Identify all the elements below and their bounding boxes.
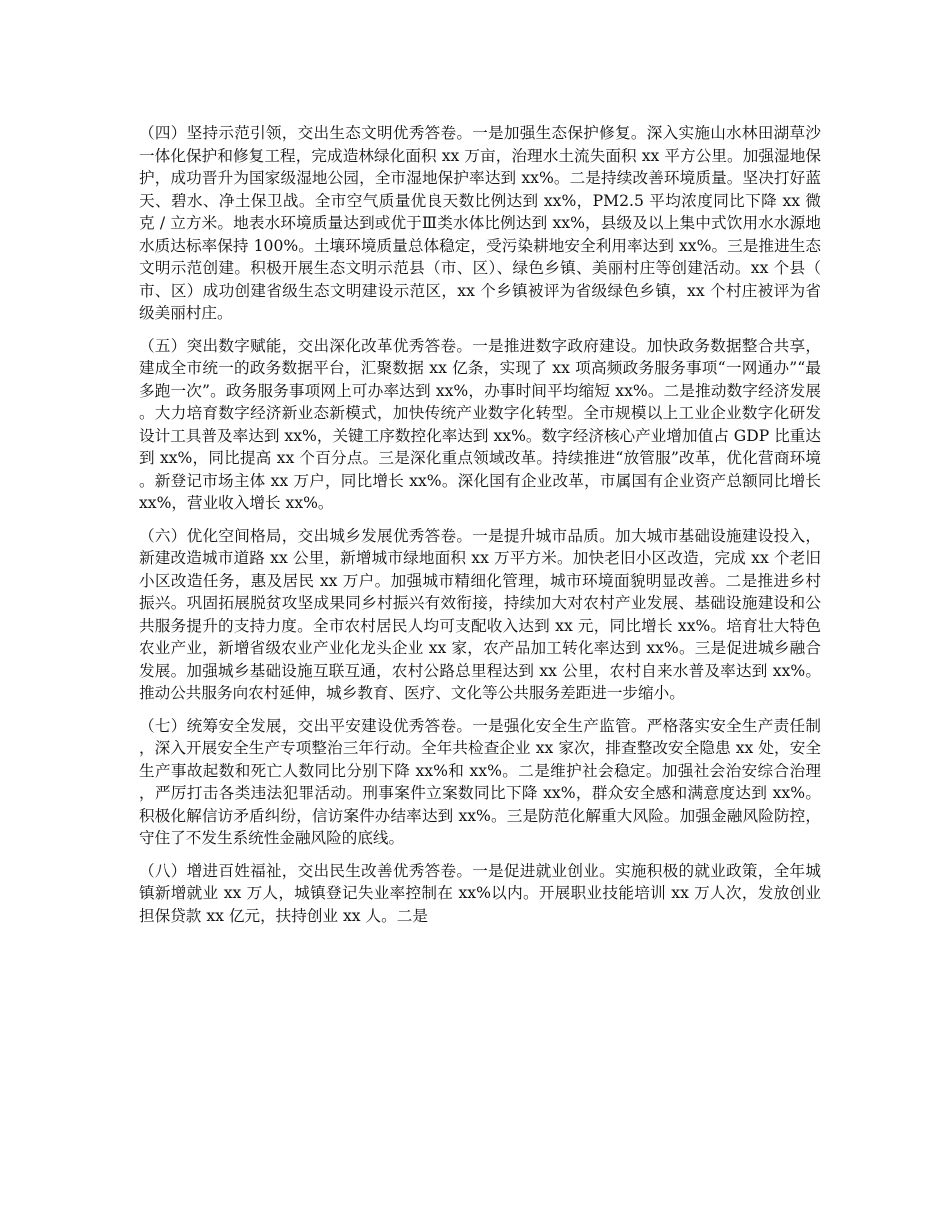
paragraph-7-safety: （七）统筹安全发展，交出平安建设优秀答卷。一是强化安全生产监管。严格落实安全生产责任制，深入开展安全生产专项整治三年行动。全年共检查企业 xx 家次，排查整改安全隐患 xx 处，安全生产事故起数和死亡人数同比分别下降 xx%和 xx%。二是维护社会稳定。加强社会治安综合治理，严厉打击各类违法犯罪活动。刑事案件立案数同比下降 xx%，群众安全感和满意度达到 xx%。积极化解信访矛盾纠纷，信访案件办结率达到 xx%。三是防范化解重大风险。加强金融风险防控，守住了不发生系统性金融风险的底线。 bbox=[139, 716, 821, 847]
paragraph-6-urban-rural: （六）优化空间格局，交出城乡发展优秀答卷。一是提升城市品质。加大城市基础设施建设投入，新建改造城市道路 xx 公里，新增城市绿地面积 xx 万平方米。加快老旧小区改造，完成 xx 个老旧小区改造任务，惠及居民 xx 万户。加强城市精细化管理，城市环境面貌明显改善。二是推进乡村振兴。巩固拓展脱贫攻坚成果同乡村振兴有效衔接，持续加大对农村产业发展、基础设施建设和公共服务提升的支持力度。全市农村居民人均可支配收入达到 xx 元，同比增长 xx%。培育壮大特色农业产业，新增省级农业产业化龙头企业 xx 家，农产品加工转化率达到 xx%。三是促进城乡融合发展。加强城乡基础设施互联互通，农村公路总里程达到 xx 公里，农村自来水普及率达到 xx%。推动公共服务向农村延伸，城乡教育、医疗、文化等公共服务差距进一步缩小。 bbox=[139, 526, 821, 702]
paragraph-5-digital-reform: （五）突出数字赋能，交出深化改革优秀答卷。一是推进数字政府建设。加快政务数据整合共享，建成全市统一的政务数据平台，汇聚数据 xx 亿条，实现了 xx 项高频政务服务事项“一网通办”“最多跑一次”。政务服务事项网上可办率达到 xx%，办事时间平均缩短 xx%。二是推动数字经济发展。大力培育数字经济新业态新模式，加快传统产业数字化转型。全市规模以上工业企业数字化研发设计工具普及率达到 xx%，关键工序数控化率达到 xx%。数字经济核心产业增加值占 GDP 比重达到 xx%，同比提高 xx 个百分点。三是深化重点领域改革。持续推进“放管服”改革，优化营商环境。新登记市场主体 xx 万户，同比增长 xx%。深化国有企业改革，市属国有企业资产总额同比增长 xx%，营业收入增长 xx%。 bbox=[139, 336, 821, 512]
paragraph-8-livelihood: （八）增进百姓福祉，交出民生改善优秀答卷。一是促进就业创业。实施积极的就业政策，全年城镇新增就业 xx 万人，城镇登记失业率控制在 xx%以内。开展职业技能培训 xx 万人次，发放创业担保贷款 xx 亿元，扶持创业 xx 人。二是 bbox=[139, 861, 821, 925]
document-page bbox=[139, 122, 821, 937]
paragraph-4-ecology: （四）坚持示范引领，交出生态文明优秀答卷。一是加强生态保护修复。深入实施山水林田湖草沙一体化保护和修复工程，完成造林绿化面积 xx 万亩，治理水土流失面积 xx 平方公里。加强湿地保护，成功晋升为国家级湿地公园，全市湿地保护率达到 xx%。二是持续改善环境质量。坚决打好蓝天、碧水、净土保卫战。全市空气质量优良天数比例达到 xx%，PM2.5 平均浓度同比下降 xx 微克 / 立方米。地表水环境质量达到或优于Ⅲ类水体比例达到 xx%，县级及以上集中式饮用水水源地水质达标率保持 100%。土壤环境质量总体稳定，受污染耕地安全利用率达到 xx%。三是推进生态文明示范创建。积极开展生态文明示范县（市、区）、绿色乡镇、美丽村庄等创建活动。xx 个县（市、区）成功创建省级生态文明建设示范区，xx 个乡镇被评为省级绿色乡镇，xx 个村庄被评为省级美丽村庄。 bbox=[139, 124, 821, 322]
